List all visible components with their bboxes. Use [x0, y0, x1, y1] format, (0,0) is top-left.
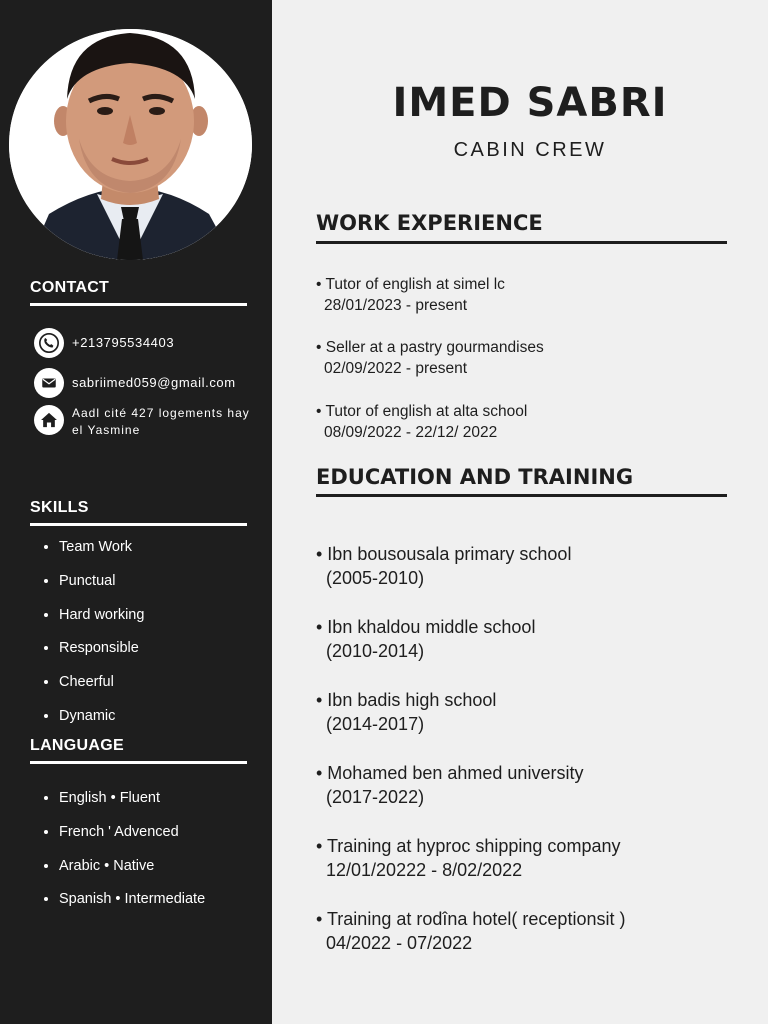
- education-item: [316, 542, 571, 590]
- skill-item: Dynamic: [44, 706, 144, 740]
- language-item: Arabic • Native: [44, 856, 205, 890]
- education-item-dates: (2010-2014): [326, 641, 425, 661]
- language-heading: LANGUAGE: [30, 737, 124, 754]
- education-divider: [316, 494, 727, 497]
- sidebar: [0, 0, 272, 1024]
- job-title: CABIN CREW: [453, 139, 607, 161]
- work-item: [316, 274, 505, 316]
- work-experience-divider: [316, 241, 727, 244]
- language-divider: [30, 761, 247, 764]
- skills-list: [44, 537, 144, 740]
- language-list: [44, 788, 205, 923]
- work-item-dates: 08/09/2022 - 22/12/ 2022: [324, 424, 498, 441]
- address-line-1: Aadl cité 427 logements hay: [72, 406, 250, 420]
- education-item-title: • Training at hyproc shipping company: [316, 836, 621, 856]
- contact-address: [34, 405, 250, 439]
- phone-number: +213795534403: [72, 335, 175, 350]
- skill-item: Responsible: [44, 638, 144, 672]
- contact-email[interactable]: [34, 368, 236, 398]
- education-item-dates: (2014-2017): [326, 714, 425, 734]
- education-item: [316, 907, 625, 955]
- skill-item: Cheerful: [44, 672, 144, 706]
- email-address: sabriimed059@gmail.com: [72, 375, 236, 390]
- skill-item: Punctual: [44, 571, 144, 605]
- work-item-title: • Seller at a pastry gourmandises: [316, 339, 544, 356]
- language-item: Spanish • Intermediate: [44, 889, 205, 923]
- language-item: English • Fluent: [44, 788, 205, 822]
- profile-photo-illustration: [9, 29, 252, 260]
- mail-icon: [34, 368, 64, 398]
- education-item: [316, 688, 496, 736]
- profile-photo: [9, 29, 252, 260]
- skill-item: Team Work: [44, 537, 144, 571]
- education-item: [316, 615, 535, 663]
- home-icon: [34, 405, 64, 435]
- language-item: French ' Advenced: [44, 822, 205, 856]
- phone-icon: [34, 328, 64, 358]
- contact-phone[interactable]: [34, 328, 174, 358]
- skills-divider: [30, 523, 247, 526]
- work-item: [316, 401, 527, 443]
- education-item-dates: (2005-2010): [326, 568, 425, 588]
- contact-divider: [30, 303, 247, 306]
- work-item-title: • Tutor of english at simel lc: [316, 276, 505, 293]
- education-item-dates: 12/01/20222 - 8/02/2022: [326, 860, 523, 880]
- education-item: [316, 761, 583, 809]
- work-item-title: • Tutor of english at alta school: [316, 403, 528, 420]
- contact-heading: CONTACT: [30, 279, 110, 296]
- education-item: [316, 834, 620, 882]
- education-item-title: • Training at rodîna hotel( receptionsit ): [316, 909, 626, 929]
- education-item-title: • Ibn badis high school: [316, 690, 497, 710]
- education-item-dates: 04/2022 - 07/2022: [326, 933, 473, 953]
- education-heading: EDUCATION AND TRAINING: [316, 465, 634, 489]
- education-item-title: • Ibn khaldou middle school: [316, 617, 536, 637]
- work-item-dates: 28/01/2023 - present: [324, 297, 468, 314]
- person-name: IMED SABRI: [392, 80, 668, 126]
- education-item-dates: (2017-2022): [326, 787, 425, 807]
- education-item-title: • Ibn bousousala primary school: [316, 544, 572, 564]
- education-item-title: • Mohamed ben ahmed university: [316, 763, 584, 783]
- skill-item: Hard working: [44, 605, 144, 639]
- work-experience-heading: WORK EXPERIENCE: [316, 211, 543, 235]
- work-item-dates: 02/09/2022 - present: [324, 360, 468, 377]
- skills-heading: SKILLS: [30, 499, 89, 516]
- address-line-2: el Yasmine: [72, 423, 141, 437]
- work-item: [316, 337, 544, 379]
- main-content: [272, 0, 768, 1024]
